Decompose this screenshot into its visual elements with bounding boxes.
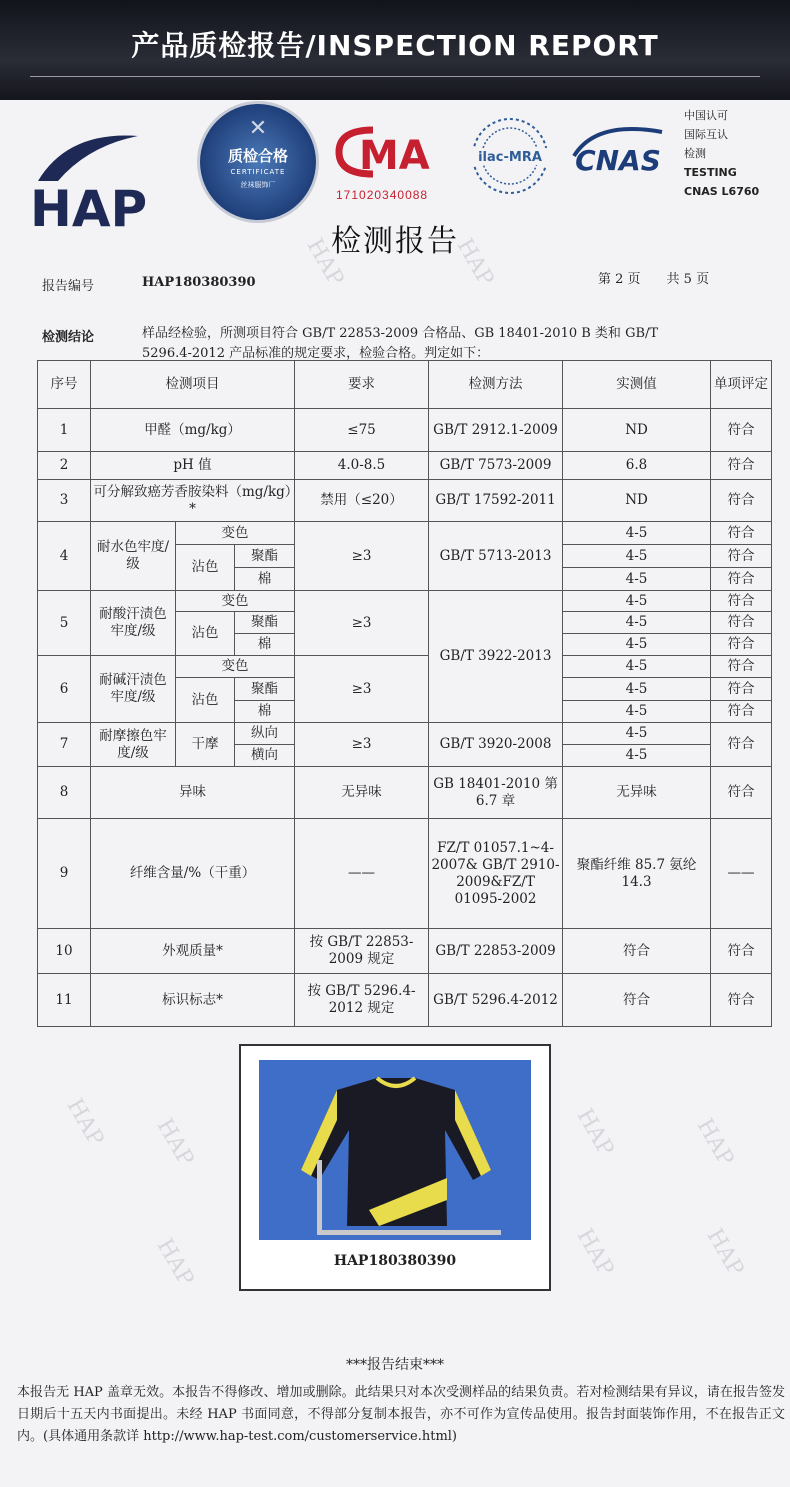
cell: 4-5 — [563, 678, 711, 701]
watermark: HAP — [451, 234, 499, 291]
cell: 4-5 — [563, 701, 711, 723]
conclusion-line: 5296.4-2012 产品标准的规定要求，检验合格。判定如下： — [142, 346, 490, 361]
cell: 4-5 — [563, 634, 711, 656]
cma-number: 171020340088 — [336, 188, 429, 202]
cell: GB/T 17592-2011 — [429, 480, 563, 522]
conclusion-label: 检测结论 — [42, 330, 95, 345]
cell: 符合 — [711, 723, 772, 767]
cell: pH 值 — [91, 452, 295, 480]
cell: 4.0-8.5 — [295, 452, 429, 480]
cell: ≥3 — [295, 723, 429, 767]
cell: 6.8 — [563, 452, 711, 480]
cell: 符合 — [711, 568, 772, 591]
cell: 干摩 — [176, 723, 235, 767]
banner-title: 产品质检报告/INSPECTION REPORT — [131, 29, 659, 62]
table-row — [38, 929, 772, 974]
ilac-mra-logo — [464, 116, 556, 196]
watermark: HAP — [571, 1224, 619, 1281]
cell: 无异味 — [295, 767, 429, 819]
cell: 纤维含量/%（干重） — [91, 819, 295, 929]
cell: 1 — [38, 409, 91, 452]
garment-illustration — [259, 1060, 531, 1240]
cnas-line: 中国认可 — [684, 109, 728, 122]
cma-text: MA — [359, 133, 430, 179]
results-table — [37, 360, 772, 1027]
col-header: 检测方法 — [429, 361, 563, 409]
cell: 甲醛（mg/kg） — [91, 409, 295, 452]
cell: 耐摩擦色牢度/级 — [91, 723, 176, 767]
cnas-line: TESTING — [684, 166, 737, 179]
cell: 棉 — [235, 634, 295, 656]
cell: 4-5 — [563, 723, 711, 745]
cell: 变色 — [176, 656, 295, 678]
cell: 符合 — [711, 678, 772, 701]
cell: 耐碱汗渍色牢度/级 — [91, 656, 176, 723]
table-row — [38, 723, 772, 745]
sample-photo — [239, 1044, 551, 1291]
table-row — [38, 591, 772, 612]
cell: 11 — [38, 974, 91, 1027]
cell: 符合 — [711, 974, 772, 1027]
page-banner — [0, 0, 790, 100]
photo-caption: HAP180380390 — [333, 1253, 457, 1269]
cell: GB 18401-2010 第 6.7 章 — [429, 767, 563, 819]
cell: 沾色 — [176, 678, 235, 723]
cnas-line: 国际互认 — [684, 128, 728, 141]
table-row — [38, 819, 772, 929]
cell: 聚酯 — [235, 545, 295, 568]
cell: 按 GB/T 22853-2009 规定 — [295, 929, 429, 974]
cell: 8 — [38, 767, 91, 819]
cell: 外观质量* — [91, 929, 295, 974]
cell: 变色 — [176, 522, 295, 545]
col-header: 序号 — [38, 361, 91, 409]
watermark: HAP — [571, 1104, 619, 1161]
cell: 4-5 — [563, 568, 711, 591]
cell: 4-5 — [563, 545, 711, 568]
cell: 符合 — [711, 522, 772, 545]
table-row — [38, 656, 772, 678]
ilac-text: ilac-MRA — [478, 150, 542, 165]
cell: GB/T 5296.4-2012 — [429, 974, 563, 1027]
page-indicator: 第 2 页 共 5 页 — [598, 272, 710, 287]
banner-divider — [30, 76, 760, 77]
cell: 4-5 — [563, 522, 711, 545]
cell: 符合 — [711, 767, 772, 819]
cell: 沾色 — [176, 612, 235, 656]
cell: 禁用（≤20） — [295, 480, 429, 522]
cnas-text: CNAS — [575, 144, 661, 177]
report-number: HAP180380390 — [142, 275, 256, 290]
col-header: 要求 — [295, 361, 429, 409]
seal-x-icon: ✕ — [248, 116, 268, 141]
cell: FZ/T 01057.1~4-2007& GB/T 2910-2009&FZ/T 01095-2002 — [429, 819, 563, 929]
sample-photo-image — [259, 1060, 531, 1240]
cell: 聚酯纤维 85.7 氨纶 14.3 — [563, 819, 711, 929]
cma-logo — [333, 124, 453, 180]
cell: 6 — [38, 656, 91, 723]
seal-company: 丝袜服饰厂 — [240, 181, 276, 189]
quality-seal — [200, 104, 316, 220]
seal-subtitle: CERTIFICATE — [230, 168, 286, 176]
cell: 符合 — [711, 656, 772, 678]
cell: 聚酯 — [235, 612, 295, 634]
cnas-logo — [566, 120, 670, 184]
cell: 2 — [38, 452, 91, 480]
cell: ≥3 — [295, 656, 429, 723]
cell: 符合 — [711, 701, 772, 723]
cell: GB/T 3922-2013 — [429, 591, 563, 723]
cell: 4-5 — [563, 591, 711, 612]
cell: 4 — [38, 522, 91, 591]
cell: GB/T 3920-2008 — [429, 723, 563, 767]
cell: 7 — [38, 723, 91, 767]
cell: 9 — [38, 819, 91, 929]
cell: ≥3 — [295, 522, 429, 591]
cell: —— — [711, 819, 772, 929]
table-header-row — [38, 361, 772, 409]
table-row — [38, 480, 772, 522]
cell: ≥3 — [295, 591, 429, 656]
cell: 纵向 — [235, 723, 295, 745]
conclusion-line: 样品经检验，所测项目符合 GB/T 22853-2009 合格品、GB 18401-2010 B 类和 GB/T — [142, 326, 659, 341]
cell: 符合 — [711, 612, 772, 634]
cell: 符合 — [563, 974, 711, 1027]
cell: GB/T 22853-2009 — [429, 929, 563, 974]
cell: 异味 — [91, 767, 295, 819]
cnas-accreditation — [684, 106, 759, 201]
watermark: HAP — [701, 1224, 749, 1281]
cell: 符合 — [711, 452, 772, 480]
table-row — [38, 974, 772, 1027]
col-header: 单项评定 — [711, 361, 772, 409]
watermark: HAP — [301, 234, 349, 291]
cell: 棉 — [235, 701, 295, 723]
cell: 标识标志* — [91, 974, 295, 1027]
cell: 符合 — [711, 480, 772, 522]
cell: 10 — [38, 929, 91, 974]
cell: 符合 — [563, 929, 711, 974]
cell: 沾色 — [176, 545, 235, 591]
cell: 3 — [38, 480, 91, 522]
cell: 耐水色牢度/级 — [91, 522, 176, 591]
watermark: HAP — [151, 1114, 199, 1171]
table-row — [38, 767, 772, 819]
table-row — [38, 452, 772, 480]
cell: 可分解致癌芳香胺染料（mg/kg）* — [91, 480, 295, 522]
cell: 聚酯 — [235, 678, 295, 701]
cell: 4-5 — [563, 745, 711, 767]
cell: ≤75 — [295, 409, 429, 452]
cell: 符合 — [711, 929, 772, 974]
cell: 耐酸汗渍色牢度/级 — [91, 591, 176, 656]
hap-logo-text: HAP — [30, 180, 148, 236]
col-header: 检测项目 — [91, 361, 295, 409]
col-header: 实测值 — [563, 361, 711, 409]
cell: 符合 — [711, 545, 772, 568]
footer-disclaimer: 本报告无 HAP 盖章无效。本报告不得修改、增加或删除。此结果只对本次受测样品的结果负责。若对检测结果有异议，请在报告签发日期后十五天内书面提出。未经 HAP 书面同意，不得部分复制本报告，亦不可作为宣传品使用。报告封面装饰作用，不在报告正文内。(具体通用条款详 http://www.hap-test.com/customerservice.html) — [17, 1385, 785, 1444]
cell: ND — [563, 480, 711, 522]
cnas-line: CNAS L6760 — [684, 185, 760, 198]
cell: 按 GB/T 5296.4-2012 规定 — [295, 974, 429, 1027]
table-row — [38, 409, 772, 452]
report-number-label: 报告编号 — [42, 279, 95, 294]
cnas-line: 检测 — [684, 147, 706, 160]
watermark: HAP — [691, 1114, 739, 1171]
cell: 4-5 — [563, 656, 711, 678]
report-title: 检测报告 — [331, 224, 459, 259]
watermark: HAP — [151, 1234, 199, 1291]
cell: 符合 — [711, 591, 772, 612]
cell: 符合 — [711, 634, 772, 656]
watermark: HAP — [61, 1094, 109, 1151]
cell: ND — [563, 409, 711, 452]
cell: 符合 — [711, 409, 772, 452]
table-row — [38, 522, 772, 545]
cell: 棉 — [235, 568, 295, 591]
cell: —— — [295, 819, 429, 929]
cell: 4-5 — [563, 612, 711, 634]
cell: 无异味 — [563, 767, 711, 819]
report-end-marker: ***报告结束*** — [346, 1357, 444, 1373]
cell: GB/T 5713-2013 — [429, 522, 563, 591]
cell: 变色 — [176, 591, 295, 612]
cell: 横向 — [235, 745, 295, 767]
cell: 5 — [38, 591, 91, 656]
cell: GB/T 7573-2009 — [429, 452, 563, 480]
cell: GB/T 2912.1-2009 — [429, 409, 563, 452]
seal-title: 质检合格 — [227, 147, 288, 165]
